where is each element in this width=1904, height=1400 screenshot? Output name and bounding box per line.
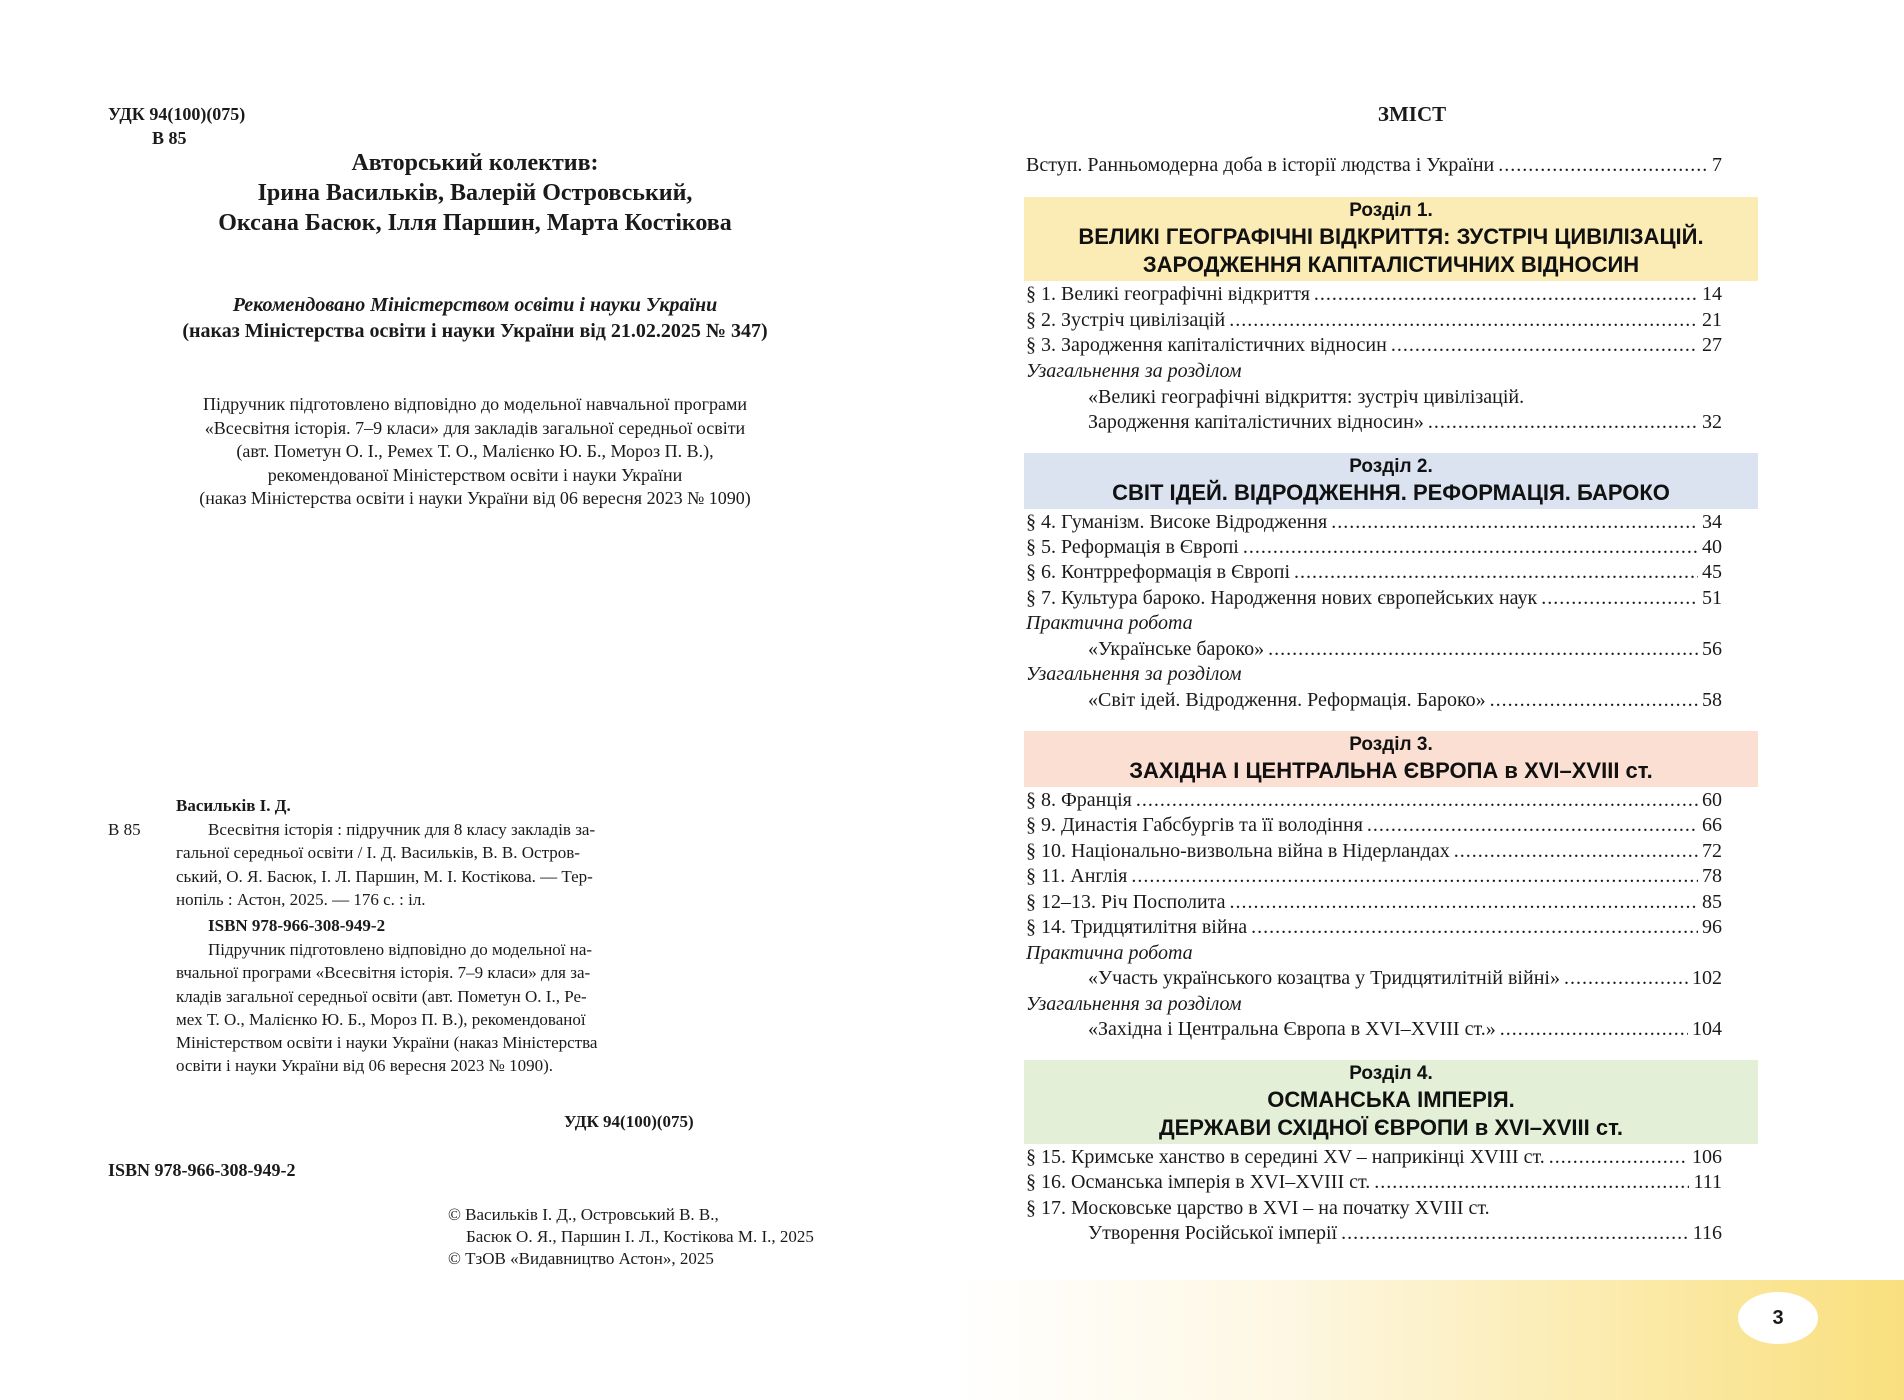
toc-entry-text: § 11. Англія bbox=[1026, 865, 1128, 887]
catalog-line: нопіль : Астон, 2025. — 176 с. : іл. bbox=[176, 889, 426, 909]
copyright-line: © Васильків І. Д., Островський В. В., bbox=[448, 1205, 719, 1224]
toc-page-number: 56 bbox=[1702, 638, 1722, 660]
toc-entry-practice[interactable] bbox=[1088, 636, 1722, 662]
toc-entry-text: § 1. Великі географічні відкриття bbox=[1026, 283, 1310, 305]
section-label: Розділ 4. bbox=[1349, 1063, 1433, 1084]
catalog-line: вчальної програми «Всесвітня історія. 7–9 класи» для за- bbox=[176, 963, 591, 983]
toc-entry-text: § 14. Тридцятилітня війна bbox=[1026, 916, 1248, 938]
authors-line: Ірина Васильків, Валерій Островський, bbox=[257, 180, 693, 206]
toc-leader bbox=[1549, 1144, 1688, 1170]
toc-entry[interactable] bbox=[1026, 1169, 1722, 1195]
section-title: ЗАХІДНА І ЦЕНТРАЛЬНА ЄВРОПА в XVI–XVIII ст. bbox=[1129, 758, 1653, 783]
left-page bbox=[0, 0, 950, 1400]
toc-entry-intro[interactable] bbox=[1026, 152, 1722, 178]
toc-page-number: 58 bbox=[1702, 689, 1722, 711]
author-code-top: В 85 bbox=[152, 128, 187, 148]
toc-entry-practice[interactable] bbox=[1088, 965, 1722, 991]
toc-entry-text: § 16. Османська імперія в XVI–XVIII ст. bbox=[1026, 1171, 1371, 1193]
toc-entry-text: § 9. Династія Габсбургів та її володіння bbox=[1026, 814, 1363, 836]
catalog-line: Підручник підготовлено відповідно до модельної на- bbox=[208, 940, 593, 959]
toc-leader bbox=[1367, 812, 1698, 838]
toc-page-number: 51 bbox=[1702, 587, 1722, 609]
section-title: ЗАРОДЖЕННЯ КАПІТАЛІСТИЧНИХ ВІДНОСИН bbox=[1142, 252, 1640, 277]
section-label: Розділ 3. bbox=[1349, 734, 1433, 755]
toc-page-number: 78 bbox=[1702, 865, 1722, 887]
section-title: ВЕЛИКІ ГЕОГРАФІЧНІ ВІДКРИТТЯ: ЗУСТРІЧ ЦИВІЛІЗАЦІЙ. bbox=[1078, 224, 1704, 249]
program-note bbox=[110, 393, 840, 511]
toc-leader bbox=[1314, 281, 1698, 307]
catalog-description bbox=[176, 818, 788, 911]
toc-entry[interactable] bbox=[1026, 863, 1722, 889]
toc-page-number: 14 bbox=[1702, 283, 1722, 305]
toc-entry-text: § 7. Культура бароко. Народження нових європейських наук bbox=[1026, 587, 1538, 609]
toc-entry[interactable] bbox=[1026, 1144, 1722, 1170]
toc-entry-summary[interactable] bbox=[1088, 687, 1722, 713]
toc-entry-text: «Західна і Центральна Європа в XVI–XVIII ст.» bbox=[1088, 1018, 1496, 1040]
toc-entry-text: «Українське бароко» bbox=[1088, 638, 1265, 660]
section-4-header bbox=[1024, 1060, 1758, 1144]
recommendation-text: Рекомендовано Міністерством освіти і науки України bbox=[232, 294, 718, 316]
section-1-header bbox=[1024, 197, 1758, 281]
toc-leader bbox=[1428, 409, 1698, 435]
toc-entry-text: § 3. Зародження капіталістичних відносин bbox=[1026, 334, 1387, 356]
udk-code-top: УДК 94(100)(075) bbox=[108, 104, 246, 124]
toc-leader bbox=[1136, 787, 1698, 813]
toc-entry[interactable] bbox=[1026, 307, 1722, 333]
program-line: «Всесвітня історія. 7–9 класи» для закладів загальної середньої освіти bbox=[204, 417, 746, 438]
section-2-header bbox=[1024, 453, 1758, 509]
toc-entry-text: § 6. Контрреформація в Європі bbox=[1026, 561, 1291, 583]
toc-page-number: 40 bbox=[1702, 536, 1722, 558]
toc-entry[interactable] bbox=[1088, 1220, 1722, 1246]
toc-leader bbox=[1230, 889, 1698, 915]
toc-leader bbox=[1294, 559, 1698, 585]
catalog-annotation bbox=[176, 938, 788, 1078]
toc-leader bbox=[1341, 1220, 1689, 1246]
toc-leader bbox=[1243, 534, 1698, 560]
copyright-block bbox=[448, 1204, 814, 1270]
section-title: СВІТ ІДЕЙ. ВІДРОДЖЕННЯ. РЕФОРМАЦІЯ. БАРОКО bbox=[1112, 480, 1670, 505]
toc-entry-text: § 4. Гуманізм. Високе Відродження bbox=[1026, 511, 1328, 533]
catalog-line: кладів загальної середньої освіти (авт. Пометун О. І., Ре- bbox=[176, 986, 587, 1006]
toc-entry[interactable] bbox=[1026, 281, 1722, 307]
program-line: (авт. Пометун О. І., Ремех Т. О., Малієнко Ю. Б., Мороз П. В.), bbox=[236, 441, 714, 461]
toc-entry-summary[interactable] bbox=[1088, 1016, 1722, 1042]
toc-entry-line[interactable]: § 17. Московське царство в XVI – на початку XVIII ст. bbox=[1026, 1197, 1490, 1219]
catalog-line: Міністерством освіти і науки України (наказ Міністерства bbox=[176, 1033, 598, 1053]
section-3-header bbox=[1024, 731, 1758, 787]
catalog-line: мех Т. О., Малієнко Ю. Б., Мороз П. В.), рекомендованої bbox=[176, 1009, 586, 1029]
summary-label: Узагальнення за розділом bbox=[1026, 663, 1242, 685]
toc-entry-text: § 12–13. Річ Посполита bbox=[1026, 891, 1226, 913]
udk-code-bottom: УДК 94(100)(075) bbox=[564, 1112, 694, 1131]
toc-page-number: 32 bbox=[1702, 411, 1722, 433]
summary-line[interactable]: «Великі географічні відкриття: зустріч цивілізацій. bbox=[1088, 386, 1525, 408]
summary-label: Узагальнення за розділом bbox=[1026, 993, 1242, 1015]
toc-leader bbox=[1268, 636, 1698, 662]
toc-entry[interactable] bbox=[1026, 787, 1722, 813]
toc-entry[interactable] bbox=[1026, 914, 1722, 940]
toc-entry-summary[interactable] bbox=[1088, 409, 1722, 435]
section-label: Розділ 2. bbox=[1349, 456, 1433, 477]
toc-page-number: 106 bbox=[1692, 1146, 1722, 1168]
toc-leader bbox=[1251, 914, 1698, 940]
authors-line: Оксана Басюк, Ілля Паршин, Марта Костікова bbox=[218, 210, 732, 236]
catalog-code: В 85 bbox=[108, 820, 141, 839]
toc-entry[interactable] bbox=[1026, 332, 1722, 358]
toc-leader bbox=[1131, 863, 1698, 889]
section-label: Розділ 1. bbox=[1349, 200, 1433, 221]
toc-entry[interactable] bbox=[1026, 838, 1722, 864]
catalog-author: Васильків І. Д. bbox=[176, 796, 291, 815]
toc-page-number: 102 bbox=[1692, 967, 1722, 989]
toc-page-number: 85 bbox=[1702, 891, 1722, 913]
practice-label: Практична робота bbox=[1026, 942, 1193, 964]
copyright-line: Басюк О. Я., Паршин І. Л., Костікова М. І., 2025 bbox=[466, 1227, 814, 1246]
toc-leader bbox=[1500, 1016, 1688, 1042]
toc-entry-text: § 2. Зустріч цивілізацій bbox=[1026, 309, 1226, 331]
toc-page-number: 72 bbox=[1702, 840, 1722, 862]
toc-title: ЗМІСТ bbox=[1377, 102, 1447, 126]
toc-entry[interactable] bbox=[1026, 509, 1722, 535]
toc-leader bbox=[1498, 152, 1708, 178]
recommendation-block bbox=[110, 292, 840, 344]
page-number: 3 bbox=[1738, 1292, 1818, 1344]
catalog-line: Всесвітня історія : підручник для 8 класу закладів за- bbox=[208, 820, 596, 839]
toc-entry-text: § 15. Кримське ханство в середині XV – наприкінці XVIII ст. bbox=[1026, 1146, 1545, 1168]
toc-leader bbox=[1229, 307, 1698, 333]
recommendation-order: (наказ Міністерства освіти і науки України від 21.02.2025 № 347) bbox=[182, 320, 768, 342]
toc-page-number: 21 bbox=[1702, 309, 1722, 331]
toc-entry-text: § 10. Національно-визвольна війна в Нідерландах bbox=[1026, 840, 1450, 862]
catalog-isbn: ISBN 978-966-308-949-2 bbox=[208, 916, 386, 935]
toc-entry[interactable] bbox=[1026, 585, 1722, 611]
toc-page-number: 104 bbox=[1692, 1018, 1722, 1040]
toc-entry-text: Вступ. Ранньомодерна доба в історії людства і України bbox=[1026, 154, 1495, 176]
toc-entry-text: Утворення Російської імперії bbox=[1088, 1222, 1338, 1244]
toc-entry[interactable] bbox=[1026, 534, 1722, 560]
toc-entry-text: § 5. Реформація в Європі bbox=[1026, 536, 1239, 558]
toc-page-number: 60 bbox=[1702, 789, 1722, 811]
toc-entry[interactable] bbox=[1026, 812, 1722, 838]
toc-entry-text: Зародження капіталістичних відносин» bbox=[1088, 411, 1424, 433]
toc-leader bbox=[1564, 965, 1688, 991]
authors-heading: Авторський колектив: bbox=[351, 150, 599, 176]
toc-entry-text: § 8. Франція bbox=[1026, 789, 1132, 811]
toc-leader bbox=[1490, 687, 1698, 713]
toc-page-number: 27 bbox=[1702, 334, 1722, 356]
toc-entry-text: «Участь українського козацтва у Тридцятилітній війні» bbox=[1088, 967, 1560, 989]
toc-leader bbox=[1541, 585, 1698, 611]
copyright-line: © ТзОВ «Видавництво Астон», 2025 bbox=[448, 1249, 714, 1268]
practice-label: Практична робота bbox=[1026, 612, 1193, 634]
toc-page-number: 45 bbox=[1702, 561, 1722, 583]
catalog-line: ський, О. Я. Басюк, І. Л. Паршин, М. І. Костікова. — Тер- bbox=[176, 866, 593, 886]
program-line: рекомендованої Міністерством освіти і науки України bbox=[267, 464, 683, 485]
toc-page-number: 116 bbox=[1692, 1222, 1722, 1244]
section-title: ОСМАНСЬКА ІМПЕРІЯ. bbox=[1267, 1087, 1515, 1112]
catalog-line: гальної середньої освіти / І. Д. Васильків, В. В. Остров- bbox=[176, 843, 580, 863]
section-title: ДЕРЖАВИ СХІДНОЇ ЄВРОПИ в XVI–XVIII ст. bbox=[1158, 1115, 1624, 1140]
toc-leader bbox=[1331, 509, 1698, 535]
toc-entry-text: «Світ ідей. Відродження. Реформація. Бароко» bbox=[1088, 689, 1486, 711]
toc-leader bbox=[1391, 332, 1698, 358]
program-line: Підручник підготовлено відповідно до модельної навчальної програми bbox=[202, 394, 748, 414]
summary-label: Узагальнення за розділом bbox=[1026, 360, 1242, 382]
authors-block bbox=[110, 148, 840, 238]
toc-entry[interactable] bbox=[1026, 559, 1722, 585]
right-page bbox=[950, 0, 1904, 1400]
toc-page-number: 111 bbox=[1693, 1171, 1722, 1193]
isbn-bottom: ISBN 978-966-308-949-2 bbox=[108, 1160, 296, 1180]
toc-leader bbox=[1374, 1169, 1689, 1195]
toc-leader bbox=[1454, 838, 1698, 864]
toc-page-number: 7 bbox=[1712, 154, 1722, 176]
toc-page-number: 34 bbox=[1702, 511, 1722, 533]
toc-page-number: 96 bbox=[1702, 916, 1722, 938]
program-line: (наказ Міністерства освіти і науки України від 06 вересня 2023 № 1090) bbox=[199, 488, 751, 508]
toc-entry[interactable] bbox=[1026, 889, 1722, 915]
toc-page-number: 66 bbox=[1702, 814, 1722, 836]
catalog-line: освіти і науки України від 06 вересня 2023 № 1090). bbox=[176, 1056, 554, 1076]
